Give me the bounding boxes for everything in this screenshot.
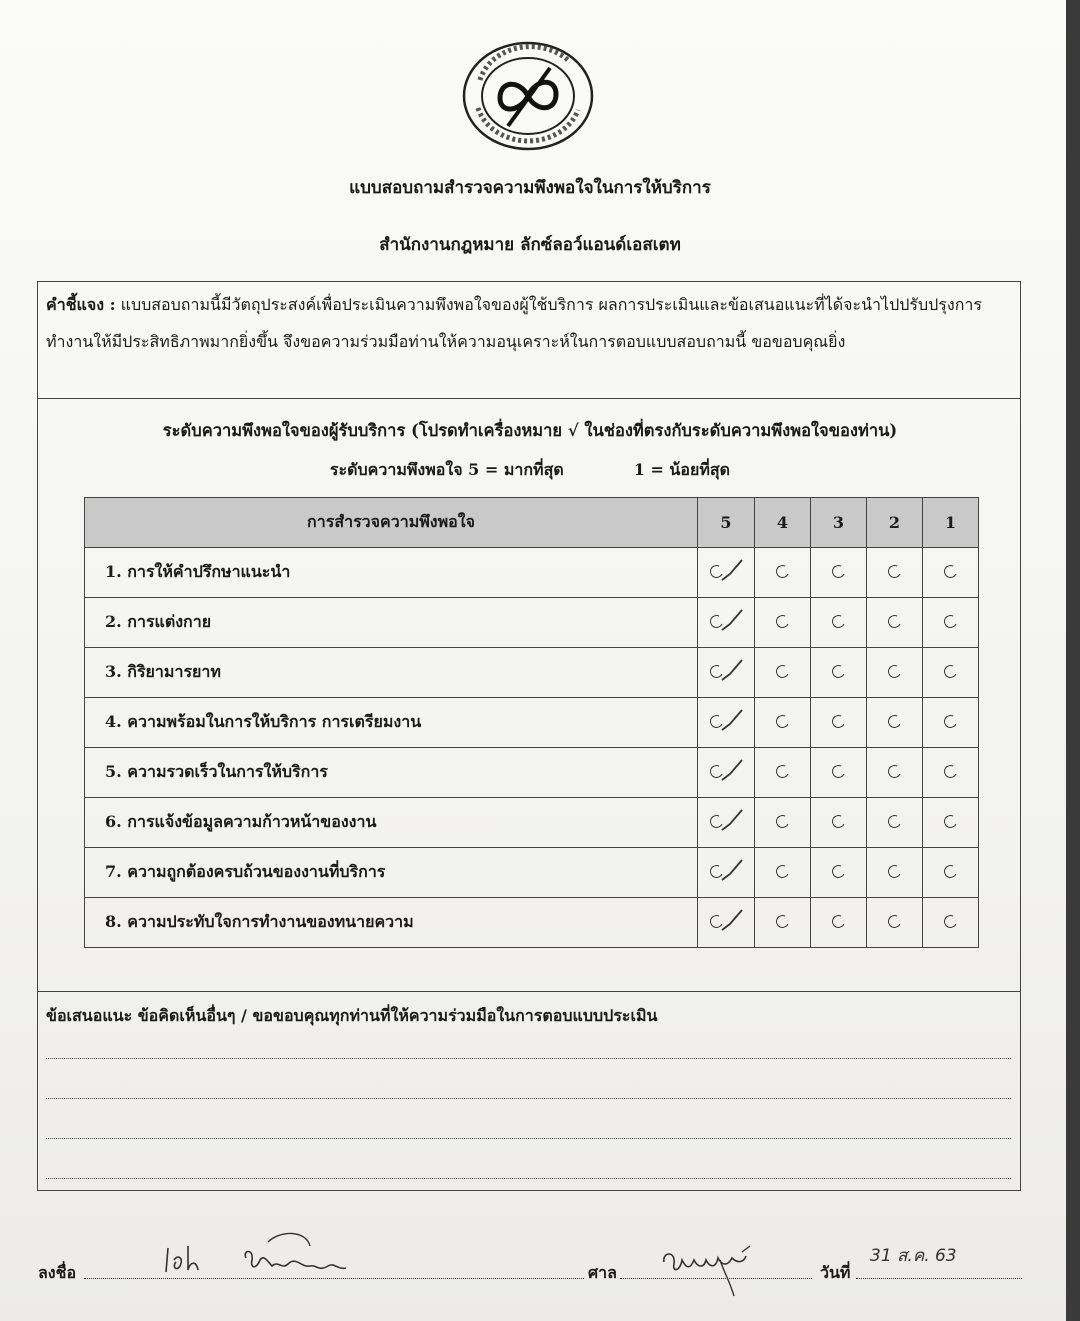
level-header-3: 3 — [811, 498, 867, 548]
rating-cell-1[interactable] — [923, 898, 979, 948]
sign-label: ลงชื่อ — [38, 1263, 77, 1282]
radio-option-icon[interactable] — [886, 613, 903, 630]
checked-rating-mark[interactable] — [706, 706, 746, 736]
radio-option-icon[interactable] — [830, 613, 847, 630]
instructions-text: แบบสอบถามนี้มีวัตถุประสงค์เพื่อประเมินความพึงพอใจของผู้ใช้บริการ ผลการประเมินและข้อเสนอแนะที่ได้จะนำไปปรับปรุงการทำงานให้มีประสิทธิภาพมากยิ่งขึ้น จึงขอความร่วมมือท่านให้ความอนุเคราะห์ในการตอบแบบสอบถามนี้ ขอขอบคุณยิ่ง — [46, 295, 982, 351]
radio-option-icon[interactable] — [830, 713, 847, 730]
scale-legend — [0, 458, 1060, 483]
rating-cell-2[interactable] — [867, 698, 923, 748]
radio-option-icon[interactable] — [830, 763, 847, 780]
radio-option-icon[interactable] — [942, 813, 959, 830]
table-row — [85, 598, 979, 648]
table-row — [85, 848, 979, 898]
section-divider — [37, 398, 1021, 399]
date-label: วันที่ — [820, 1263, 851, 1282]
radio-option-icon[interactable] — [830, 863, 847, 880]
rating-cell-2[interactable] — [867, 898, 923, 948]
rating-cell-1[interactable] — [923, 798, 979, 848]
rating-cell-4[interactable] — [755, 748, 811, 798]
radio-option-icon[interactable] — [886, 713, 903, 730]
page-edge — [1066, 0, 1080, 1321]
satisfaction-table — [84, 497, 979, 948]
form-title: แบบสอบถามสำรวจความพึงพอใจในการให้บริการ — [349, 178, 711, 198]
handwritten-check-icon — [716, 606, 746, 636]
radio-option-icon[interactable] — [942, 613, 959, 630]
radio-option-icon[interactable] — [830, 663, 847, 680]
radio-option-icon[interactable] — [830, 813, 847, 830]
handwritten-check-icon — [716, 856, 746, 886]
radio-option-icon[interactable] — [774, 563, 791, 580]
instructions — [46, 286, 1006, 360]
rating-cell-4[interactable] — [755, 648, 811, 698]
table-row — [85, 648, 979, 698]
handwritten-check-icon — [716, 656, 746, 686]
radio-option-icon[interactable] — [942, 863, 959, 880]
rating-cell-4[interactable] — [755, 898, 811, 948]
radio-option-icon[interactable] — [942, 713, 959, 730]
handwritten-court-name — [660, 1238, 800, 1302]
radio-option-icon[interactable] — [774, 813, 791, 830]
table-header-row — [85, 498, 979, 548]
rating-cell-2[interactable] — [867, 598, 923, 648]
handwritten-check-icon — [716, 556, 746, 586]
radio-option-icon[interactable] — [886, 663, 903, 680]
radio-option-icon[interactable] — [774, 613, 791, 630]
rating-cell-4[interactable] — [755, 598, 811, 648]
level-header-4: 4 — [755, 498, 811, 548]
scale-heading: ระดับความพึงพอใจของผู้รับบริการ (โปรดทำเครื่องหมาย √ ในช่องที่ตรงกับระดับความพึงพอใจของท่าน) — [162, 421, 898, 440]
comment-line-3[interactable] — [46, 1138, 1011, 1139]
rating-cell-3[interactable] — [811, 748, 867, 798]
rating-cell-1[interactable] — [923, 548, 979, 598]
rating-cell-3[interactable] — [811, 648, 867, 698]
rating-cell-5[interactable] — [698, 798, 755, 848]
comments-label: ข้อเสนอแนะ ข้อคิดเห็นอื่นๆ / ขอขอบคุณทุกท่านที่ให้ความร่วมมือในการตอบแบบประเมิน — [46, 1006, 658, 1025]
rating-cell-4[interactable] — [755, 848, 811, 898]
survey-item-label: 2. การแต่งกาย — [85, 598, 698, 648]
checked-rating-mark[interactable] — [706, 906, 746, 936]
rating-cell-3[interactable] — [811, 798, 867, 848]
signature-line[interactable] — [84, 1278, 584, 1279]
rating-cell-5[interactable] — [698, 748, 755, 798]
rating-cell-5[interactable] — [698, 548, 755, 598]
rating-cell-4[interactable] — [755, 548, 811, 598]
rating-cell-5[interactable] — [698, 698, 755, 748]
survey-item-label: 4. ความพร้อมในการให้บริการ การเตรียมงาน — [85, 698, 698, 748]
rating-cell-2[interactable] — [867, 648, 923, 698]
date-line[interactable] — [856, 1278, 1022, 1279]
rating-cell-1[interactable] — [923, 698, 979, 748]
rating-cell-3[interactable] — [811, 598, 867, 648]
rating-cell-3[interactable] — [811, 898, 867, 948]
handwritten-check-icon — [716, 906, 746, 936]
rating-cell-5[interactable] — [698, 648, 755, 698]
company-seal-logo — [460, 40, 596, 152]
table-row — [85, 798, 979, 848]
rating-cell-5[interactable] — [698, 898, 755, 948]
radio-option-icon[interactable] — [774, 763, 791, 780]
handwritten-check-icon — [716, 806, 746, 836]
checked-rating-mark[interactable] — [706, 656, 746, 686]
court-label: ศาล — [588, 1263, 617, 1282]
rating-cell-4[interactable] — [755, 798, 811, 848]
rating-cell-4[interactable] — [755, 698, 811, 748]
checked-rating-mark[interactable] — [706, 806, 746, 836]
table-row — [85, 898, 979, 948]
rating-cell-2[interactable] — [867, 848, 923, 898]
rating-cell-1[interactable] — [923, 598, 979, 648]
instructions-label: คำชี้แจง : — [46, 295, 116, 314]
rating-cell-1[interactable] — [923, 648, 979, 698]
table-row — [85, 698, 979, 748]
survey-item-label: 7. ความถูกต้องครบถ้วนของงานที่บริการ — [85, 848, 698, 898]
handwritten-check-icon — [716, 706, 746, 736]
comment-line-2[interactable] — [46, 1098, 1011, 1099]
checked-rating-mark[interactable] — [706, 756, 746, 786]
date-value: 31 ส.ค. 63 — [870, 1246, 957, 1266]
radio-option-icon[interactable] — [774, 713, 791, 730]
radio-option-icon[interactable] — [830, 563, 847, 580]
rating-cell-2[interactable] — [867, 748, 923, 798]
radio-option-icon[interactable] — [942, 763, 959, 780]
rating-cell-1[interactable] — [923, 748, 979, 798]
rating-cell-5[interactable] — [698, 848, 755, 898]
radio-option-icon[interactable] — [942, 663, 959, 680]
scale-legend-high: ระดับความพึงพอใจ 5 = มากที่สุด — [329, 460, 564, 479]
survey-item-label: 1. การให้คำปรึกษาแนะนำ — [85, 548, 698, 598]
rating-cell-3[interactable] — [811, 698, 867, 748]
comment-line-4[interactable] — [46, 1178, 1011, 1179]
handwritten-signature — [160, 1226, 360, 1278]
radio-option-icon[interactable] — [774, 913, 791, 930]
rating-cell-3[interactable] — [811, 548, 867, 598]
radio-option-icon[interactable] — [886, 763, 903, 780]
section-divider — [37, 991, 1021, 992]
level-header-1: 1 — [923, 498, 979, 548]
radio-option-icon[interactable] — [942, 563, 959, 580]
rating-cell-2[interactable] — [867, 548, 923, 598]
rating-cell-5[interactable] — [698, 598, 755, 648]
radio-option-icon[interactable] — [774, 663, 791, 680]
level-header-5: 5 — [698, 498, 755, 548]
radio-option-icon[interactable] — [942, 913, 959, 930]
table-row — [85, 548, 979, 598]
survey-item-label: 8. ความประทับใจการทำงานของทนายความ — [85, 898, 698, 948]
radio-option-icon[interactable] — [886, 563, 903, 580]
checked-rating-mark[interactable] — [706, 606, 746, 636]
survey-item-label: 5. ความรวดเร็วในการให้บริการ — [85, 748, 698, 798]
checked-rating-mark[interactable] — [706, 556, 746, 586]
radio-option-icon[interactable] — [886, 863, 903, 880]
radio-option-icon[interactable] — [886, 813, 903, 830]
radio-option-icon[interactable] — [774, 863, 791, 880]
table-header-question: การสำรวจความพึงพอใจ — [85, 498, 698, 548]
scale-legend-low: 1 = น้อยที่สุด — [633, 460, 731, 479]
checked-rating-mark[interactable] — [706, 856, 746, 886]
survey-item-label: 6. การแจ้งข้อมูลความก้าวหน้าของงาน — [85, 798, 698, 848]
radio-option-icon[interactable] — [886, 913, 903, 930]
rating-cell-3[interactable] — [811, 848, 867, 898]
radio-option-icon[interactable] — [830, 913, 847, 930]
rating-cell-2[interactable] — [867, 798, 923, 848]
handwritten-check-icon — [716, 756, 746, 786]
office-name: สำนักงานกฎหมาย ลักซ์ลอว์แอนด์เอสเตท — [379, 235, 681, 255]
level-header-2: 2 — [867, 498, 923, 548]
table-row — [85, 748, 979, 798]
rating-cell-1[interactable] — [923, 848, 979, 898]
comment-line-1[interactable] — [46, 1058, 1011, 1059]
survey-item-label: 3. กิริยามารยาท — [85, 648, 698, 698]
